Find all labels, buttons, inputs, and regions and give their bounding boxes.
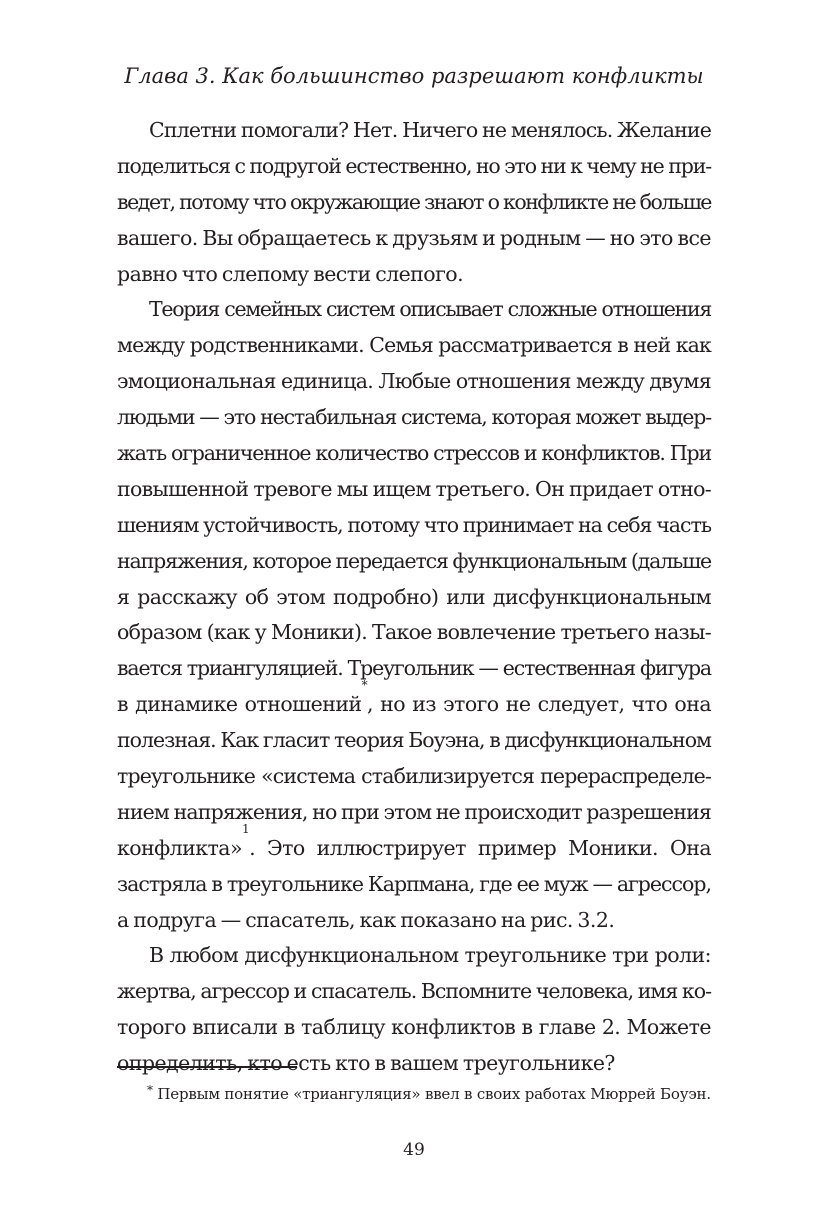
footnote-mark-link[interactable]: * [361,678,368,693]
footnote-mark: * [147,1083,153,1097]
text-line: напряжения, которое передается функциональным (дальше [117,548,711,573]
text-line: торого вписали в таблицу конфликтов в главе 2. Можете [117,1015,711,1040]
page-number: 49 [403,1140,425,1160]
text-line: нием напряжения, но при этом не происходит разрешения [117,799,711,824]
text-line: В любом дисфункциональном треугольнике три роли: [149,943,711,968]
text-line: вашего. Вы обращаетесь к друзьям и родным — но это все [117,225,711,250]
text-line: треугольнике «система стабилизируется перераспределе- [117,764,711,789]
body-text [117,113,711,1082]
text-line: а подруга — спасатель, как показано на рис. 3.2. [117,907,615,932]
text-line: образом (как у Моники). Такое вовлечение третьего назы- [117,620,711,645]
text-line: определить, кто есть кто в вашем треугольнике? [117,1051,615,1076]
text-segment: , но из этого не следует, что она [367,692,711,717]
text-line: людьми — это нестабильная система, которая может выдер- [117,405,711,430]
footnote-text: Первым понятие «триангуляция» ввел в своих работах Мюррей Боуэн. [157,1085,711,1103]
text-segment: . Это иллюстрирует пример Моники. Она [249,835,711,860]
text-line: эмоциональная единица. Любые отношения между двумя [117,369,711,394]
text-line: шениям устойчивость, потому что принимает на себя часть [117,512,711,537]
footnote [147,1082,711,1107]
text-line: повышенной тревоге мы ищем третьего. Он придает отно- [117,476,711,501]
text-line: полезная. Как гласит теория Боуэна, в дисфункциональном [117,728,711,753]
text-line: вается триангуляцией. Треугольник — естественная фигура [117,656,711,681]
text-line: жертва, агрессор и спасатель. Вспомните человека, имя ко- [117,979,711,1004]
text-line: поделиться с подругой естественно, но это ни к чему не при- [117,153,711,178]
text-line: Теория семейных систем описывает сложные отношения [149,297,711,322]
text-line: ведет, потому что окружающие знают о конфликте не больше [117,189,711,214]
text-line-with-endnote-ref [117,821,711,867]
footnote-divider [117,1066,297,1068]
text-line: между родственниками. Семья рассматривается в ней как [117,333,711,358]
text-segment: в динамике отношений [117,692,362,717]
text-segment: конфликта» [117,835,242,860]
text-line: застряла в треугольнике Карпмана, где ее муж — агрессор, [117,871,711,896]
text-line: я расскажу об этом подробно) или дисфункциональным [117,584,711,609]
text-line: равно что слепому вести слепого. [117,261,464,286]
paragraph-2 [117,292,711,938]
running-head-chapter-title: Глава 3. Как большинство разрешают конфликты [124,64,704,88]
text-line: Сплетни помогали? Нет. Ничего не менялось. Желание [149,118,711,142]
paragraph-3 [117,938,711,1082]
text-line: жать ограниченное количество стрессов и конфликтов. При [117,441,711,466]
endnote-ref-link[interactable]: 1 [241,821,250,836]
text-line-with-footnote-mark [117,678,711,723]
paragraph-1 [117,113,711,292]
